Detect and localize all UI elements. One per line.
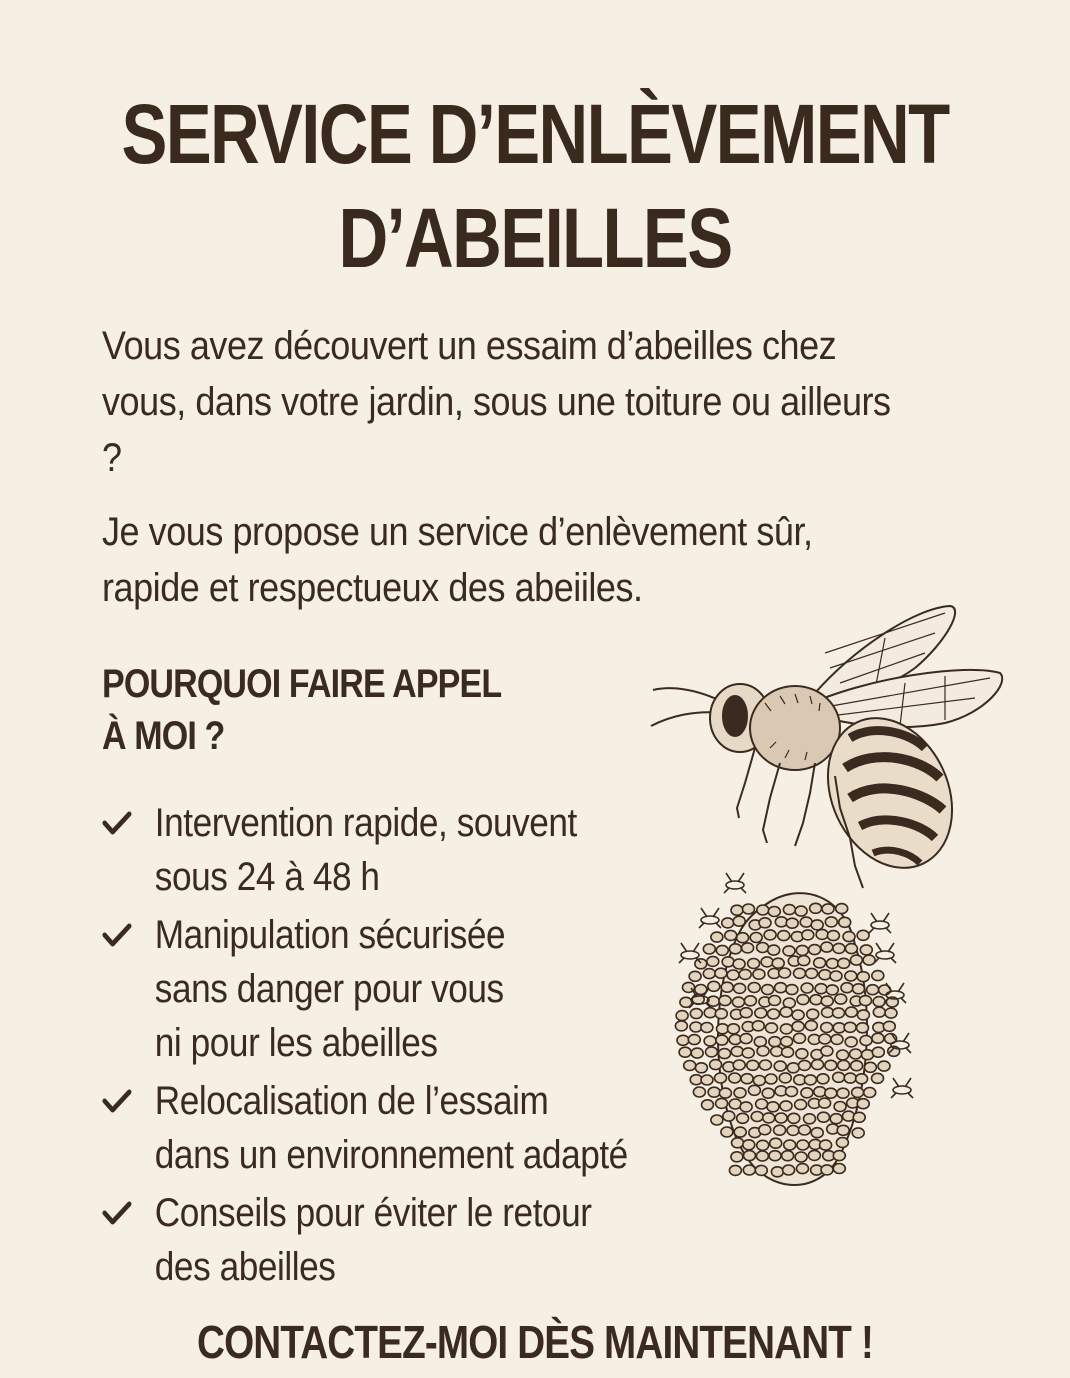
swarm-bee-cluster-mark bbox=[722, 957, 734, 967]
swarm-bee-cluster-mark bbox=[845, 1037, 857, 1047]
benefit-item bbox=[102, 1074, 665, 1182]
swarm-bee-cluster-mark bbox=[731, 1046, 743, 1056]
swarm-bee-cluster-mark bbox=[762, 985, 774, 995]
swarm-bee-cluster-mark bbox=[722, 918, 734, 928]
swarm-bee-cluster-mark bbox=[830, 1114, 842, 1124]
swarm-bee-cluster-mark bbox=[838, 1060, 850, 1070]
swarm-bee-cluster-mark bbox=[850, 955, 862, 965]
benefit-line: sous 24 à 48 h bbox=[154, 855, 380, 899]
swarm-bee-cluster-mark bbox=[744, 996, 756, 1006]
swarm-bee-cluster-mark bbox=[826, 985, 838, 995]
swarm-bee-cluster-mark bbox=[787, 1063, 799, 1073]
swarm-bee-cluster-mark bbox=[810, 903, 822, 913]
swarm-bee-cluster-mark bbox=[825, 1088, 837, 1098]
swarm-bee-cluster-mark bbox=[850, 1049, 862, 1059]
swarm-bee-cluster-mark bbox=[774, 1061, 786, 1071]
swarm-bee-cluster-mark bbox=[715, 1073, 727, 1083]
swarm-bee-cluster-mark bbox=[766, 1023, 778, 1033]
swarm-bee-cluster-mark bbox=[741, 1074, 753, 1084]
flying-bee-icon bbox=[874, 943, 896, 963]
swarm-bee-cluster-mark bbox=[857, 1099, 869, 1109]
swarm-bee-cluster-mark bbox=[740, 1008, 752, 1018]
swarm-bee-cluster-mark bbox=[792, 1010, 804, 1020]
swarm-bee-cluster-mark bbox=[707, 956, 719, 966]
swarm-bee-cluster-mark bbox=[719, 996, 731, 1006]
swarm-bee-cluster-mark bbox=[780, 1007, 792, 1017]
swarm-bee-cluster-mark bbox=[843, 932, 855, 942]
swarm-bee-cluster-mark bbox=[836, 904, 848, 914]
swarm-bee-cluster-mark bbox=[804, 1114, 816, 1124]
swarm-bee-cluster-mark bbox=[716, 945, 728, 955]
swarm-bee-cluster-mark bbox=[796, 945, 808, 955]
swarm-bee-cluster-mark bbox=[740, 1102, 752, 1112]
swarm-bee-cluster-mark bbox=[742, 943, 754, 953]
swarm-bee-cluster-mark bbox=[768, 1009, 780, 1019]
swarm-bee-cluster-mark bbox=[833, 1151, 845, 1161]
swarm-bee-cluster-mark bbox=[757, 943, 769, 953]
swarm-bee-cluster-mark bbox=[837, 1125, 849, 1135]
swarm-bee-cluster-mark bbox=[703, 944, 715, 954]
swarm-bee-cluster-mark bbox=[878, 1061, 890, 1071]
swarm-bee-cluster-mark bbox=[719, 1049, 731, 1059]
swarm-bee-cluster-mark bbox=[740, 1034, 752, 1044]
swarm-bee-cluster-mark bbox=[817, 1074, 829, 1084]
benefits-list bbox=[102, 796, 665, 1298]
swarm-bee-cluster-mark bbox=[795, 1152, 807, 1162]
benefit-line: dans un environnement adapté bbox=[154, 1133, 628, 1177]
intro-text bbox=[102, 318, 912, 634]
bee-illustration bbox=[645, 598, 1010, 898]
swarm-bee-cluster-mark bbox=[756, 1151, 768, 1161]
swarm-bee-cluster-mark bbox=[757, 1046, 769, 1056]
swarm-bee-cluster-mark bbox=[872, 1033, 884, 1043]
swarm-bee-cluster-mark bbox=[819, 1098, 831, 1108]
swarm-bee-cluster-mark bbox=[825, 1060, 837, 1070]
swarm-bee-cluster-mark bbox=[689, 971, 701, 981]
swarm-bee-cluster-mark bbox=[795, 906, 807, 916]
swarm-bee-cluster-mark bbox=[841, 983, 853, 993]
swarm-bee-cluster-mark bbox=[774, 1125, 786, 1135]
swarm-bee-cluster-mark bbox=[737, 1113, 749, 1123]
swarm-bee-cluster-mark bbox=[860, 996, 872, 1006]
check-icon bbox=[102, 922, 132, 948]
swarm-bee-cluster-mark bbox=[872, 1047, 884, 1057]
swarm-bee-cluster-mark bbox=[757, 905, 769, 915]
swarm-bee-cluster-mark bbox=[754, 1037, 766, 1047]
swarm-bee-cluster-mark bbox=[710, 1060, 722, 1070]
swarm-bee-cluster-mark bbox=[744, 1151, 756, 1161]
swarm-bee-cluster-mark bbox=[757, 1140, 769, 1150]
swarm-bee-cluster-mark bbox=[864, 1062, 876, 1072]
check-icon bbox=[102, 1200, 132, 1226]
swarm-bee-cluster-mark bbox=[701, 1075, 713, 1085]
swarm-bee-cluster-mark bbox=[786, 985, 798, 995]
swarm-bee-cluster-mark bbox=[737, 933, 749, 943]
swarm-bee-cluster-mark bbox=[851, 1061, 863, 1071]
swarm-bee-cluster-mark bbox=[867, 985, 879, 995]
swarm-bee-cluster-mark bbox=[820, 1140, 832, 1150]
swarm-bee-cluster-mark bbox=[797, 1164, 809, 1174]
swarm-bee-cluster-mark bbox=[706, 1047, 718, 1057]
swarm-bee-cluster-mark bbox=[833, 1008, 845, 1018]
swarm-bee-cluster-mark bbox=[830, 971, 842, 981]
flying-bee-icon bbox=[699, 908, 721, 928]
swarm-bee-cluster-mark bbox=[873, 1007, 885, 1017]
swarm-bee-cluster-mark bbox=[857, 1023, 869, 1033]
swarm-bee-cluster-mark bbox=[775, 983, 787, 993]
swarm-bee-cluster-mark bbox=[788, 1113, 800, 1123]
swarm-bee-cluster-mark bbox=[775, 917, 787, 927]
swarm-bee-cluster-mark bbox=[733, 916, 745, 926]
swarm-bee-cluster-mark bbox=[837, 1050, 849, 1060]
swarm-bee-cluster-mark bbox=[786, 1087, 798, 1097]
swarm-bee-cluster-mark bbox=[796, 1049, 808, 1059]
swarm-bee-cluster-mark bbox=[864, 1088, 876, 1098]
benefit-line: Relocalisation de l’essaim bbox=[154, 1079, 549, 1123]
swarm-bee-cluster-mark bbox=[695, 959, 707, 969]
swarm-bee-cluster-mark bbox=[731, 1152, 743, 1162]
benefit-item bbox=[102, 908, 665, 1070]
swarm-bee-cluster-mark bbox=[819, 970, 831, 980]
swarm-bee-cluster-mark bbox=[815, 984, 827, 994]
swarm-bee-cluster-mark bbox=[716, 1098, 728, 1108]
swarm-bee-cluster-mark bbox=[833, 943, 845, 953]
swarm-bee-cluster-mark bbox=[772, 958, 784, 968]
swarm-bee-cluster-mark bbox=[755, 1008, 767, 1018]
swarm-bee-cluster-mark bbox=[853, 1112, 865, 1122]
swarm-bee-cluster-mark bbox=[827, 931, 839, 941]
swarm-bee-cluster-mark bbox=[833, 1164, 845, 1174]
swarm-bee-cluster-mark bbox=[812, 1060, 824, 1070]
swarm-bee-cluster-mark bbox=[872, 1073, 884, 1083]
swarm-bee-cluster-mark bbox=[857, 972, 869, 982]
benefit-line: Manipulation sécurisée bbox=[154, 913, 506, 957]
swarm-bee-cluster-mark bbox=[771, 1167, 783, 1177]
swarm-bee-cluster-mark bbox=[767, 1102, 779, 1112]
swarm-bee-cluster-mark bbox=[748, 983, 760, 993]
check-icon bbox=[102, 810, 132, 836]
swarm-bee-cluster-mark bbox=[852, 1087, 864, 1097]
swarm-bee-cluster-mark bbox=[768, 945, 780, 955]
swarm-bee-cluster-mark bbox=[778, 931, 790, 941]
swarm-bee-cluster-mark bbox=[708, 981, 720, 991]
swarm-bee-cluster-mark bbox=[856, 1074, 868, 1084]
swarm-bee-cluster-mark bbox=[721, 982, 733, 992]
swarm-bee-cluster-mark bbox=[844, 1073, 856, 1083]
page-title bbox=[96, 82, 973, 290]
swarm-bee-cluster-mark bbox=[807, 1009, 819, 1019]
benefit-line: Intervention rapide, souvent bbox=[154, 801, 577, 845]
swarm-bee-cluster-mark bbox=[755, 1165, 767, 1175]
swarm-bee-cluster-mark bbox=[814, 958, 826, 968]
swarm-bee-cluster-mark bbox=[768, 907, 780, 917]
swarm-bee-cluster-mark bbox=[764, 930, 776, 940]
swarm-bee-cluster-mark bbox=[816, 929, 828, 939]
intro-paragraph-2: Je vous propose un service d’enlèvement sûr, rapide et respectueux des abeiiles. bbox=[102, 510, 813, 610]
swarm-bee-cluster-mark bbox=[798, 956, 810, 966]
swarm-bee-cluster-mark bbox=[780, 1101, 792, 1111]
swarm-bee-cluster-mark bbox=[770, 1138, 782, 1148]
swarm-bee-cluster-mark bbox=[872, 971, 884, 981]
swarm-bee-cluster-mark bbox=[826, 959, 838, 969]
benefit-line: ni pour les abeilles bbox=[154, 1021, 438, 1065]
title-line-1: SERVICE D’ENLÈVEMENT bbox=[121, 87, 949, 181]
swarm-bee-cluster-mark bbox=[728, 1024, 740, 1034]
swarm-bee-cluster-mark bbox=[783, 1165, 795, 1175]
swarm-bee-cluster-mark bbox=[845, 971, 857, 981]
swarm-bee-cluster-mark bbox=[784, 1140, 796, 1150]
intro-paragraph-1: Vous avez découvert un essaim d’abeilles chez vous, dans votre jardin, sous une toiture ou ailleurs ? bbox=[102, 324, 891, 480]
swarm-bee-cluster-mark bbox=[752, 1021, 764, 1031]
swarm-bee-cluster-mark bbox=[763, 1113, 775, 1123]
swarm-bee-cluster-mark bbox=[822, 904, 834, 914]
swarm-bee-cluster-mark bbox=[797, 995, 809, 1005]
swarm-bee-cluster-mark bbox=[759, 1060, 771, 1070]
swarm-bee-cluster-mark bbox=[811, 920, 823, 930]
swarm-bee-cluster-mark bbox=[750, 933, 762, 943]
swarm-bee-cluster-mark bbox=[797, 1140, 809, 1150]
swarm-bee-cluster-mark bbox=[783, 946, 795, 956]
swarm-bee-cluster-mark bbox=[747, 1060, 759, 1070]
swarm-bee-cluster-mark bbox=[675, 1021, 687, 1031]
swarm-bee-cluster-mark bbox=[701, 1023, 713, 1033]
swarm-bee-cluster-mark bbox=[711, 932, 723, 942]
swarm-bee-cluster-mark bbox=[810, 995, 822, 1005]
swarm-bee-cluster-mark bbox=[765, 1074, 777, 1084]
swarm-bee-cluster-mark bbox=[753, 1076, 765, 1086]
swarm-bee-cluster-mark bbox=[734, 1088, 746, 1098]
swarm-bee-cluster-mark bbox=[762, 1088, 774, 1098]
swarm-bee-cluster-mark bbox=[814, 1087, 826, 1097]
swarm-bee-cluster-mark bbox=[857, 930, 869, 940]
swarm-bee-cluster-mark bbox=[802, 930, 814, 940]
swarm-bee-cluster-mark bbox=[775, 1113, 787, 1123]
swarm-bee-cluster-mark bbox=[787, 1125, 799, 1135]
swarm-bee-cluster-mark bbox=[715, 968, 727, 978]
swarm-bee-cluster-mark bbox=[691, 1048, 703, 1058]
swarm-bee-cluster-mark bbox=[732, 1138, 744, 1148]
swarm-bee-cluster-mark bbox=[799, 1060, 811, 1070]
swarm-bee-cluster-mark bbox=[676, 1011, 688, 1021]
swarm-bee-cluster-mark bbox=[690, 1022, 702, 1032]
swarm-bee-cluster-mark bbox=[729, 1073, 741, 1083]
swarm-bee-cluster-mark bbox=[795, 1100, 807, 1110]
swarm-bee-cluster-mark bbox=[732, 997, 744, 1007]
swarm-bee-cluster-mark bbox=[727, 970, 739, 980]
swarm-bee-cluster-mark bbox=[821, 996, 833, 1006]
swarm-bee-cluster-mark bbox=[759, 1125, 771, 1135]
swarm-bee-cluster-mark bbox=[836, 1138, 848, 1148]
swarm-bee-cluster-mark bbox=[883, 1021, 895, 1031]
swarm-bee-cluster-mark bbox=[885, 1008, 897, 1018]
swarm-bee-cluster-mark bbox=[679, 1047, 691, 1057]
swarm-bee-cluster-mark bbox=[821, 1165, 833, 1175]
swarm-bee-cluster-mark bbox=[743, 904, 755, 914]
swarm-bee-cluster-mark bbox=[834, 1102, 846, 1112]
swarm-bee-cluster-mark bbox=[860, 1036, 872, 1046]
swarm-bee-cluster-mark bbox=[831, 1034, 843, 1044]
flying-bee-icon bbox=[869, 913, 891, 933]
benefit-line: sans danger pour vous bbox=[154, 967, 504, 1011]
swarm-bee-cluster-mark bbox=[729, 1165, 741, 1175]
swarm-bee-cluster-mark bbox=[800, 917, 812, 927]
swarm-bee-cluster-mark bbox=[688, 1035, 700, 1045]
swarm-bee-cluster-mark bbox=[715, 1009, 727, 1019]
swarm-bee-cluster-mark bbox=[818, 1112, 830, 1122]
swarm-bee-cluster-mark bbox=[743, 1165, 755, 1175]
bee-swarm-illustration bbox=[670, 865, 930, 1200]
swarm-bee-cluster-mark bbox=[684, 1061, 696, 1071]
swarm-bee-cluster-mark bbox=[835, 994, 847, 1004]
swarm-bee-cluster-mark bbox=[729, 944, 741, 954]
swarm-bee-cluster-mark bbox=[751, 1112, 763, 1122]
swarm-bee-cluster-mark bbox=[852, 1128, 864, 1138]
swarm-bee-cluster-mark bbox=[743, 1140, 755, 1150]
swarm-bee-cluster-mark bbox=[769, 996, 781, 1006]
swarm-bee-cluster-mark bbox=[734, 983, 746, 993]
swarm-bee-cluster-mark bbox=[782, 1151, 794, 1161]
flying-bee-icon bbox=[891, 1078, 913, 1098]
swarm-bee-cluster-mark bbox=[704, 1008, 716, 1018]
swarm-bee-cluster-mark bbox=[693, 1087, 705, 1097]
swarm-bee-cluster-mark bbox=[739, 969, 751, 979]
swarm-bee-cluster-mark bbox=[801, 983, 813, 993]
benefit-line: des abeilles bbox=[154, 1245, 336, 1289]
swarm-bee-cluster-mark bbox=[769, 1037, 781, 1047]
flying-bee-icon bbox=[724, 873, 746, 893]
swarm-bee-cluster-mark bbox=[805, 1021, 817, 1031]
swarm-bee-cluster-mark bbox=[837, 1088, 849, 1098]
swarm-bee-cluster-mark bbox=[733, 1060, 745, 1070]
swarm-bee-cluster-mark bbox=[780, 1024, 792, 1034]
swarm-bee-cluster-mark bbox=[748, 1085, 760, 1095]
swarm-bee-cluster-mark bbox=[695, 1063, 707, 1073]
swarm-bee-cluster-mark bbox=[808, 1150, 820, 1160]
swarm-bee-cluster-mark bbox=[853, 984, 865, 994]
why-heading-line-1: POURQUOI FAIRE APPEL bbox=[102, 662, 502, 706]
swarm-bee-cluster-mark bbox=[703, 969, 715, 979]
swarm-bee-cluster-mark bbox=[734, 1127, 746, 1137]
swarm-bee-cluster-mark bbox=[782, 1047, 794, 1057]
swarm-bee-cluster-mark bbox=[863, 955, 875, 965]
swarm-bee-cluster-mark bbox=[839, 917, 851, 927]
swarm-bee-cluster-mark bbox=[799, 1125, 811, 1135]
swarm-bee-cluster-mark bbox=[811, 1128, 823, 1138]
benefit-line: Conseils pour éviter le retour bbox=[154, 1191, 592, 1235]
swarm-bee-cluster-mark bbox=[845, 1007, 857, 1017]
why-heading-line-2: À MOI ? bbox=[102, 714, 225, 758]
swarm-bee-cluster-mark bbox=[860, 945, 872, 955]
swarm-bee-cluster-mark bbox=[819, 1034, 831, 1044]
swarm-bee-cluster-mark bbox=[792, 1021, 804, 1031]
swarm-bee-cluster-mark bbox=[833, 1072, 845, 1082]
swarm-bee-cluster-mark bbox=[716, 1035, 728, 1045]
swarm-bee-cluster-mark bbox=[721, 1127, 733, 1137]
swarm-bee-cluster-mark bbox=[821, 1023, 833, 1033]
check-icon bbox=[102, 1088, 132, 1114]
swarm-bee-cluster-mark bbox=[759, 918, 771, 928]
swarm-bee-cluster-mark bbox=[753, 969, 765, 979]
title-line-2: D’ABEILLES bbox=[338, 191, 732, 285]
flying-bee-icon bbox=[679, 943, 701, 963]
swarm-bee-cluster-mark bbox=[873, 997, 885, 1007]
swarm-bee-cluster-mark bbox=[806, 968, 818, 978]
swarm-bee-cluster-mark bbox=[708, 1087, 720, 1097]
swarm-bee-cluster-mark bbox=[801, 1088, 813, 1098]
swarm-bee-cluster-mark bbox=[845, 944, 857, 954]
swarm-bee-cluster-mark bbox=[838, 958, 850, 968]
swarm-bee-cluster-mark bbox=[822, 1007, 834, 1017]
swarm-bee-cluster-mark bbox=[809, 945, 821, 955]
swarm-bee-cluster-mark bbox=[783, 905, 795, 915]
swarm-bee-cluster-mark bbox=[821, 1046, 833, 1056]
swarm-bee-cluster-mark bbox=[731, 905, 743, 915]
swarm-bee-cluster-mark bbox=[704, 1036, 716, 1046]
contact-call-to-action: CONTACTEZ-MOI DÈS MAINTENANT ! bbox=[197, 1316, 873, 1368]
swarm-bee-cluster-mark bbox=[844, 1022, 856, 1032]
swarm-bee-cluster-mark bbox=[821, 942, 833, 952]
swarm-bee-cluster-mark bbox=[769, 1151, 781, 1161]
swarm-bee-cluster-mark bbox=[804, 1075, 816, 1085]
swarm-bee-cluster-mark bbox=[690, 1009, 702, 1019]
swarm-bee-cluster-mark bbox=[725, 930, 737, 940]
swarm-bee-cluster-mark bbox=[794, 1033, 806, 1043]
swarm-bee-cluster-mark bbox=[781, 1037, 793, 1047]
swarm-bee-cluster-mark bbox=[756, 1099, 768, 1109]
swarm-bee-cluster-mark bbox=[723, 1111, 735, 1121]
swarm-bee-cluster-mark bbox=[794, 968, 806, 978]
swarm-bee-cluster-mark bbox=[719, 1088, 731, 1098]
swarm-bee-cluster-mark bbox=[702, 1100, 714, 1110]
swarm-bee-cluster-mark bbox=[677, 1035, 689, 1045]
benefit-item bbox=[102, 796, 665, 904]
swarm-bee-cluster-mark bbox=[786, 918, 798, 928]
why-heading bbox=[102, 658, 578, 762]
swarm-bee-cluster-mark bbox=[733, 959, 745, 969]
swarm-bee-cluster-mark bbox=[711, 1115, 723, 1125]
swarm-bee-cluster-mark bbox=[825, 917, 837, 927]
swarm-bee-cluster-mark bbox=[761, 957, 773, 967]
benefit-item bbox=[102, 1186, 665, 1294]
swarm-bee-cluster-mark bbox=[742, 1048, 754, 1058]
swarm-bee-cluster-mark bbox=[779, 968, 791, 978]
swarm-bee-cluster-mark bbox=[857, 1010, 869, 1020]
swarm-bee-cluster-mark bbox=[748, 959, 760, 969]
swarm-bee-cluster-mark bbox=[779, 1073, 791, 1083]
